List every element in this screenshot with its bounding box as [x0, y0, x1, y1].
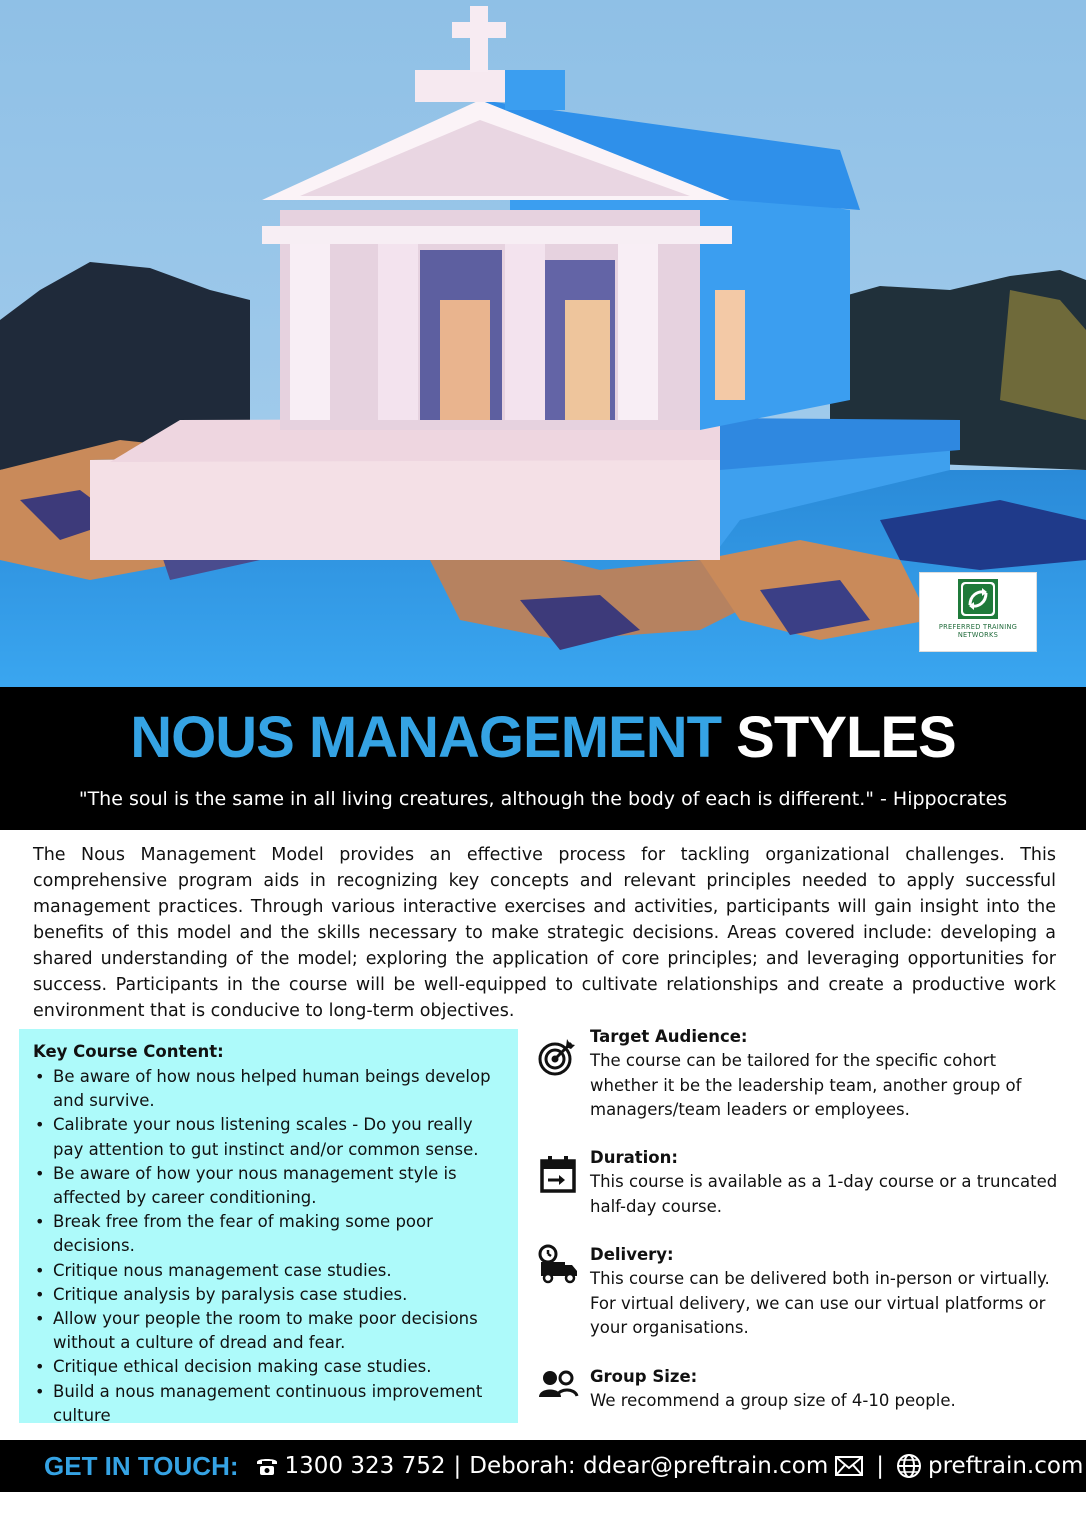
target-audience-text: The course can be tailored for the specific cohort whether it be the leadership team, another group of managers/team leaders or employees.: [590, 1051, 1022, 1119]
delivery-heading: Delivery:: [590, 1245, 674, 1264]
target-audience-heading: Target Audience:: [590, 1027, 748, 1046]
list-item: • Build a nous management continuous improvement culture: [33, 1380, 508, 1423]
globe-icon: [896, 1453, 922, 1479]
delivery-section: [533, 1243, 1073, 1343]
title-band: [0, 687, 1086, 830]
page-title: [0, 705, 1086, 771]
list-item: • Be aware of how your nous management style is affected by career conditioning.: [33, 1162, 508, 1210]
group-size-text: We recommend a group size of 4-10 people.: [590, 1391, 956, 1410]
group-size-section: [533, 1365, 1073, 1415]
list-item: • Break free from the fear of making some poor decisions.: [33, 1210, 508, 1258]
separator: |: [876, 1453, 884, 1479]
website-link[interactable]: preftrain.com: [927, 1453, 1084, 1479]
contact-email[interactable]: Deborah: ddear@preftrain.com: [469, 1453, 829, 1479]
logo-arrows-icon: [958, 579, 998, 619]
duration-heading: Duration:: [590, 1148, 678, 1167]
quote: "The soul is the same in all living creatures, although the body of each is different." - Hippocrates: [78, 788, 1008, 810]
email-icon: [834, 1455, 864, 1477]
group-size-heading: Group Size:: [590, 1367, 698, 1386]
delivery-text: This course can be delivered both in-person or virtually. For virtual delivery, we can use our virtual platforms or your organisations.: [590, 1269, 1050, 1337]
get-in-touch-label: GET IN TOUCH:: [44, 1450, 239, 1481]
people-icon: [537, 1367, 579, 1409]
company-logo: [919, 572, 1037, 652]
list-item: • Critique analysis by paralysis case studies.: [33, 1283, 508, 1307]
title-part-1: NOUS MANAGEMENT: [130, 705, 722, 770]
list-item: • Be aware of how nous helped human beings develop and survive.: [33, 1065, 508, 1113]
key-course-content-title: Key Course Content:: [33, 1042, 224, 1061]
title-part-2: STYLES: [736, 705, 956, 770]
delivery-truck-icon: [537, 1243, 579, 1285]
target-icon: [537, 1035, 579, 1077]
hero-image: [0, 0, 1086, 687]
contact-footer: [0, 1440, 1086, 1492]
key-course-content-list: [33, 1065, 508, 1423]
calendar-icon: [537, 1154, 579, 1196]
duration-text: This course is available as a 1-day course or a truncated half-day course.: [590, 1172, 1058, 1216]
phone-icon: [255, 1455, 279, 1477]
list-item: • Critique ethical decision making case studies.: [33, 1355, 508, 1379]
list-item: • Critique nous management case studies.: [33, 1259, 508, 1283]
phone-number[interactable]: 1300 323 752: [284, 1453, 446, 1479]
duration-section: [533, 1146, 1073, 1226]
list-item: • Allow your people the room to make poor decisions without a culture of dread and fear.: [33, 1307, 508, 1355]
intro-paragraph: The Nous Management Model provides an effective process for tackling organizational challenges. This comprehensive program aids in recognizing key concepts and relevant principles needed to apply successful management practices. Through various interactive exercises and activities, participants will gain insight into the benefits of this model and the skills necessary to make strategic decisions. Areas covered include: developing a shared understanding of the model; exploring the application of core principles; and leveraging opportunities for success. Participants in the course will be well-equipped to cultivate relationships and create a productive work environment that is conducive to long-term objectives.: [33, 845, 1056, 1021]
logo-text: PREFERRED TRAINING NETWORKS: [938, 623, 1018, 639]
separator: |: [453, 1453, 462, 1479]
list-item: • Calibrate your nous listening scales - Do you really pay attention to gut instinct and/or common sense.: [33, 1113, 508, 1161]
key-course-content-box: [19, 1029, 518, 1423]
target-audience-section: [533, 1025, 1073, 1125]
